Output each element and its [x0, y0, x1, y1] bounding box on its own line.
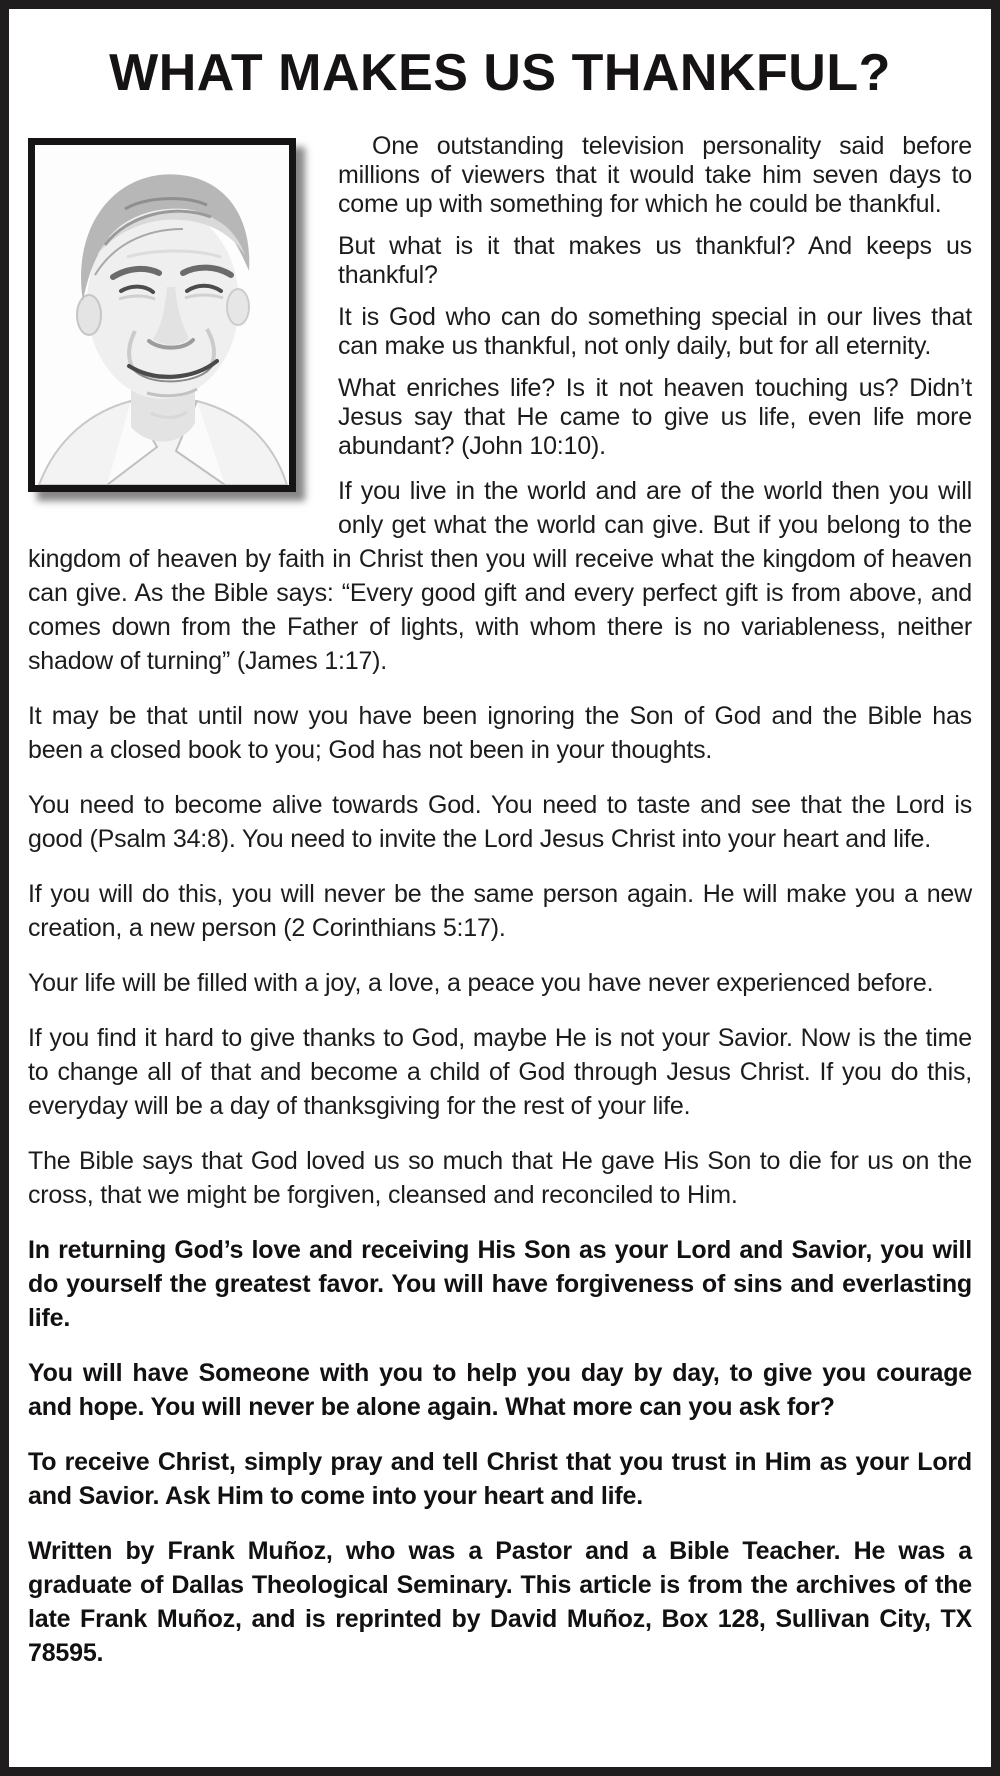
body-paragraph: It may be that until now you have been ignoring the Son of God and the Bible has been a closed book to you; God has not been in your thoughts.: [28, 702, 972, 765]
portrait-illustration: [35, 145, 289, 485]
body-paragraph: If you find it hard to give thanks to God, maybe He is not your Savior. Now is the time to change all of that and become a child of God through Jesus Christ. If you do this, everyday will be a day of thanksgiving for the rest of your life.: [28, 1024, 972, 1121]
body-paragraph: The Bible says that God loved us so much that He gave His Son to die for us on the cross, that we might be forgiven, cleansed and reconciled to Him.: [28, 1147, 972, 1210]
page-title: WHAT MAKES US THANKFUL?: [109, 44, 891, 102]
portrait-photo: [28, 138, 296, 492]
article-body: [28, 132, 972, 1670]
intro-paragraph: It is God who can do something special in our lives that can make us thankful, not only daily, but for all eternity.: [338, 303, 972, 361]
body-paragraph: Your life will be filled with a joy, a love, a peace you have never experienced before.: [28, 969, 934, 998]
bold-paragraph: In returning God’s love and receiving His Son as your Lord and Savior, you will do yourself the greatest favor. You will have forgiveness of sins and everlasting life.: [28, 1236, 972, 1333]
intro-paragraph: But what is it that makes us thankful? And keeps us thankful?: [338, 232, 972, 290]
body-paragraph: You need to become alive towards God. You need to taste and see that the Lord is good (Psalm 34:8). You need to invite the Lord Jesus Christ into your heart and life.: [28, 791, 972, 854]
bold-paragraph: Written by Frank Muñoz, who was a Pastor and a Bible Teacher. He was a graduate of Dallas Theological Seminary. This article is from the archives of the late Frank Muñoz, and is reprinted by David Muñoz, Box 128, Sullivan City, TX 78595.: [28, 1537, 972, 1668]
body-paragraph: If you will do this, you will never be the same person again. He will make you a new creation, a new person (2 Corinthians 5:17).: [28, 880, 972, 943]
intro-paragraph: One outstanding television personality said before millions of viewers that it would take him seven days to come up with something for which he could be thankful.: [338, 132, 972, 219]
body-paragraph: If you live in the world and are of the world then you will only get what the world can give. But if you belong to the kingdom of heaven by faith in Christ then you will receive what the kingdom of heaven can give. As the Bible says: “Every good gift and every perfect gift is from above, and comes down from the Father of lights, with whom there is no variableness, neither shadow of turning” (James 1:17).: [28, 477, 972, 676]
intro-paragraph: What enriches life? Is it not heaven touching us? Didn’t Jesus say that He came to give us life, even life more abundant? (John 10:10).: [338, 374, 972, 461]
bold-paragraph: You will have Someone with you to help you day by day, to give you courage and hope. You will never be alone again. What more can you ask for?: [28, 1359, 972, 1422]
bold-paragraph: To receive Christ, simply pray and tell Christ that you trust in Him as your Lord and Savior. Ask Him to come into your heart and life.: [28, 1448, 972, 1511]
